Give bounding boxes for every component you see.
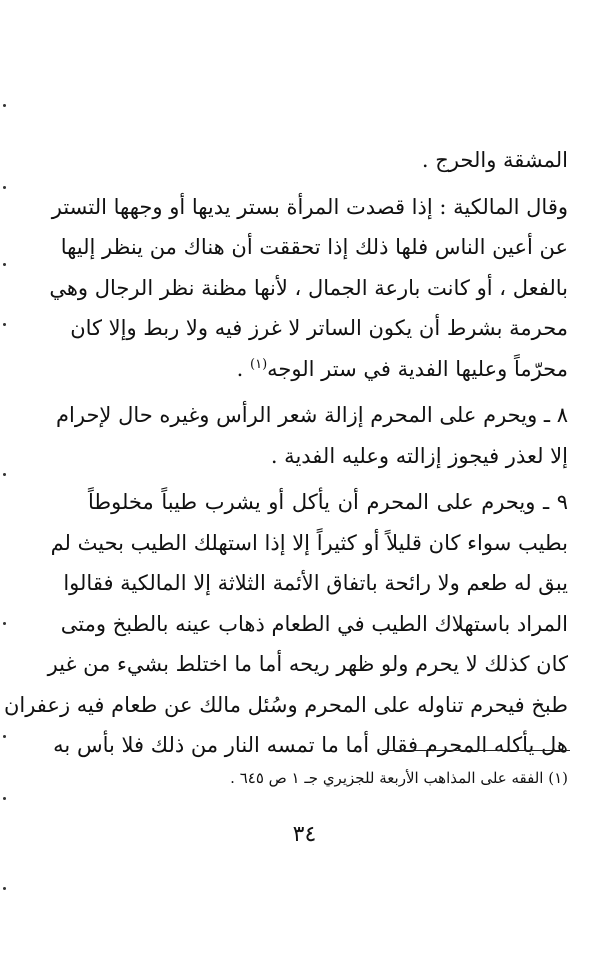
text-line: ٨ ـ ويحرم على المحرم إزالة شعر الرأس وغيره حال لإحرام [56, 403, 568, 427]
text-line: محرمة بشرط أن يكون الساتر لا غرز فيه ولا ربط وإلا كان [70, 316, 568, 340]
text-line: وقال المالكية : إذا قصدت المرأة بستر يديها أو وجهها التستر [51, 194, 568, 219]
scan-speck [3, 887, 6, 890]
scan-speck [3, 186, 6, 189]
text-line: يبق له طعم ولا رائحة باتفاق الأئمة الثلاثة إلا المالكية فقالوا [63, 571, 568, 595]
text-line: عن أعين الناس فلها ذلك إذا تحققت أن هناك من ينظر إليها [60, 235, 568, 259]
scan-speck [3, 323, 6, 326]
scan-speck [3, 622, 6, 625]
text-line: كان كذلك لا يحرم ولو ظهر ريحه أما ما اختلط بشيء من غير [47, 652, 568, 676]
footnote: (١) الفقه على المذاهب الأربعة للجزيري جـ ١ ص ٦٤٥ . [230, 769, 568, 787]
text-line: المشقة والحرج . [421, 148, 568, 172]
text-line: إلا لعذر فيجوز إزالته وعليه الفدية . [270, 443, 568, 468]
text-line: المراد باستهلاك الطيب في الطعام ذهاب عينه بالطبخ ومتى [60, 611, 568, 636]
scan-speck [3, 104, 6, 107]
scan-speck [3, 735, 6, 738]
paragraph-1 [88, 140, 568, 181]
main-text [3, 140, 568, 772]
text-line: هل يأكله المحرم فقال أما ما تمسه النار من ذلك فلا بأس به [53, 733, 568, 757]
scan-speck [3, 473, 6, 476]
text-line: طبخ فيحرم تناوله على المحرم وسُئل مالك عن طعام فيه زعفران [3, 692, 568, 717]
text-line: ٩ ـ ويحرم على المحرم أن يأكل أو يشرب طيباً مخلوطاً [88, 490, 568, 514]
text-line: بطيب سواء كان قليلاً أو كثيراً إلا إذا استهلك الطيب بحيث لم [50, 530, 568, 555]
footnote-divider [382, 750, 570, 751]
scan-speck [3, 263, 6, 266]
text-segment: . [236, 356, 251, 381]
paragraph-2 [49, 187, 568, 390]
footnote-reference[interactable]: (١) [250, 356, 268, 372]
text-line-with-note [88, 349, 568, 390]
paragraph-3 [56, 395, 568, 476]
scan-speck [3, 797, 6, 800]
page-number: ٣٤ [292, 822, 317, 847]
text-line: بالفعل ، أو كانت بارعة الجمال ، لأنها مظنة نظر الرجال وهي [49, 275, 568, 300]
text-segment: محرّماً وعليها الفدية في ستر الوجه [267, 356, 568, 381]
paragraph-4 [3, 482, 568, 766]
